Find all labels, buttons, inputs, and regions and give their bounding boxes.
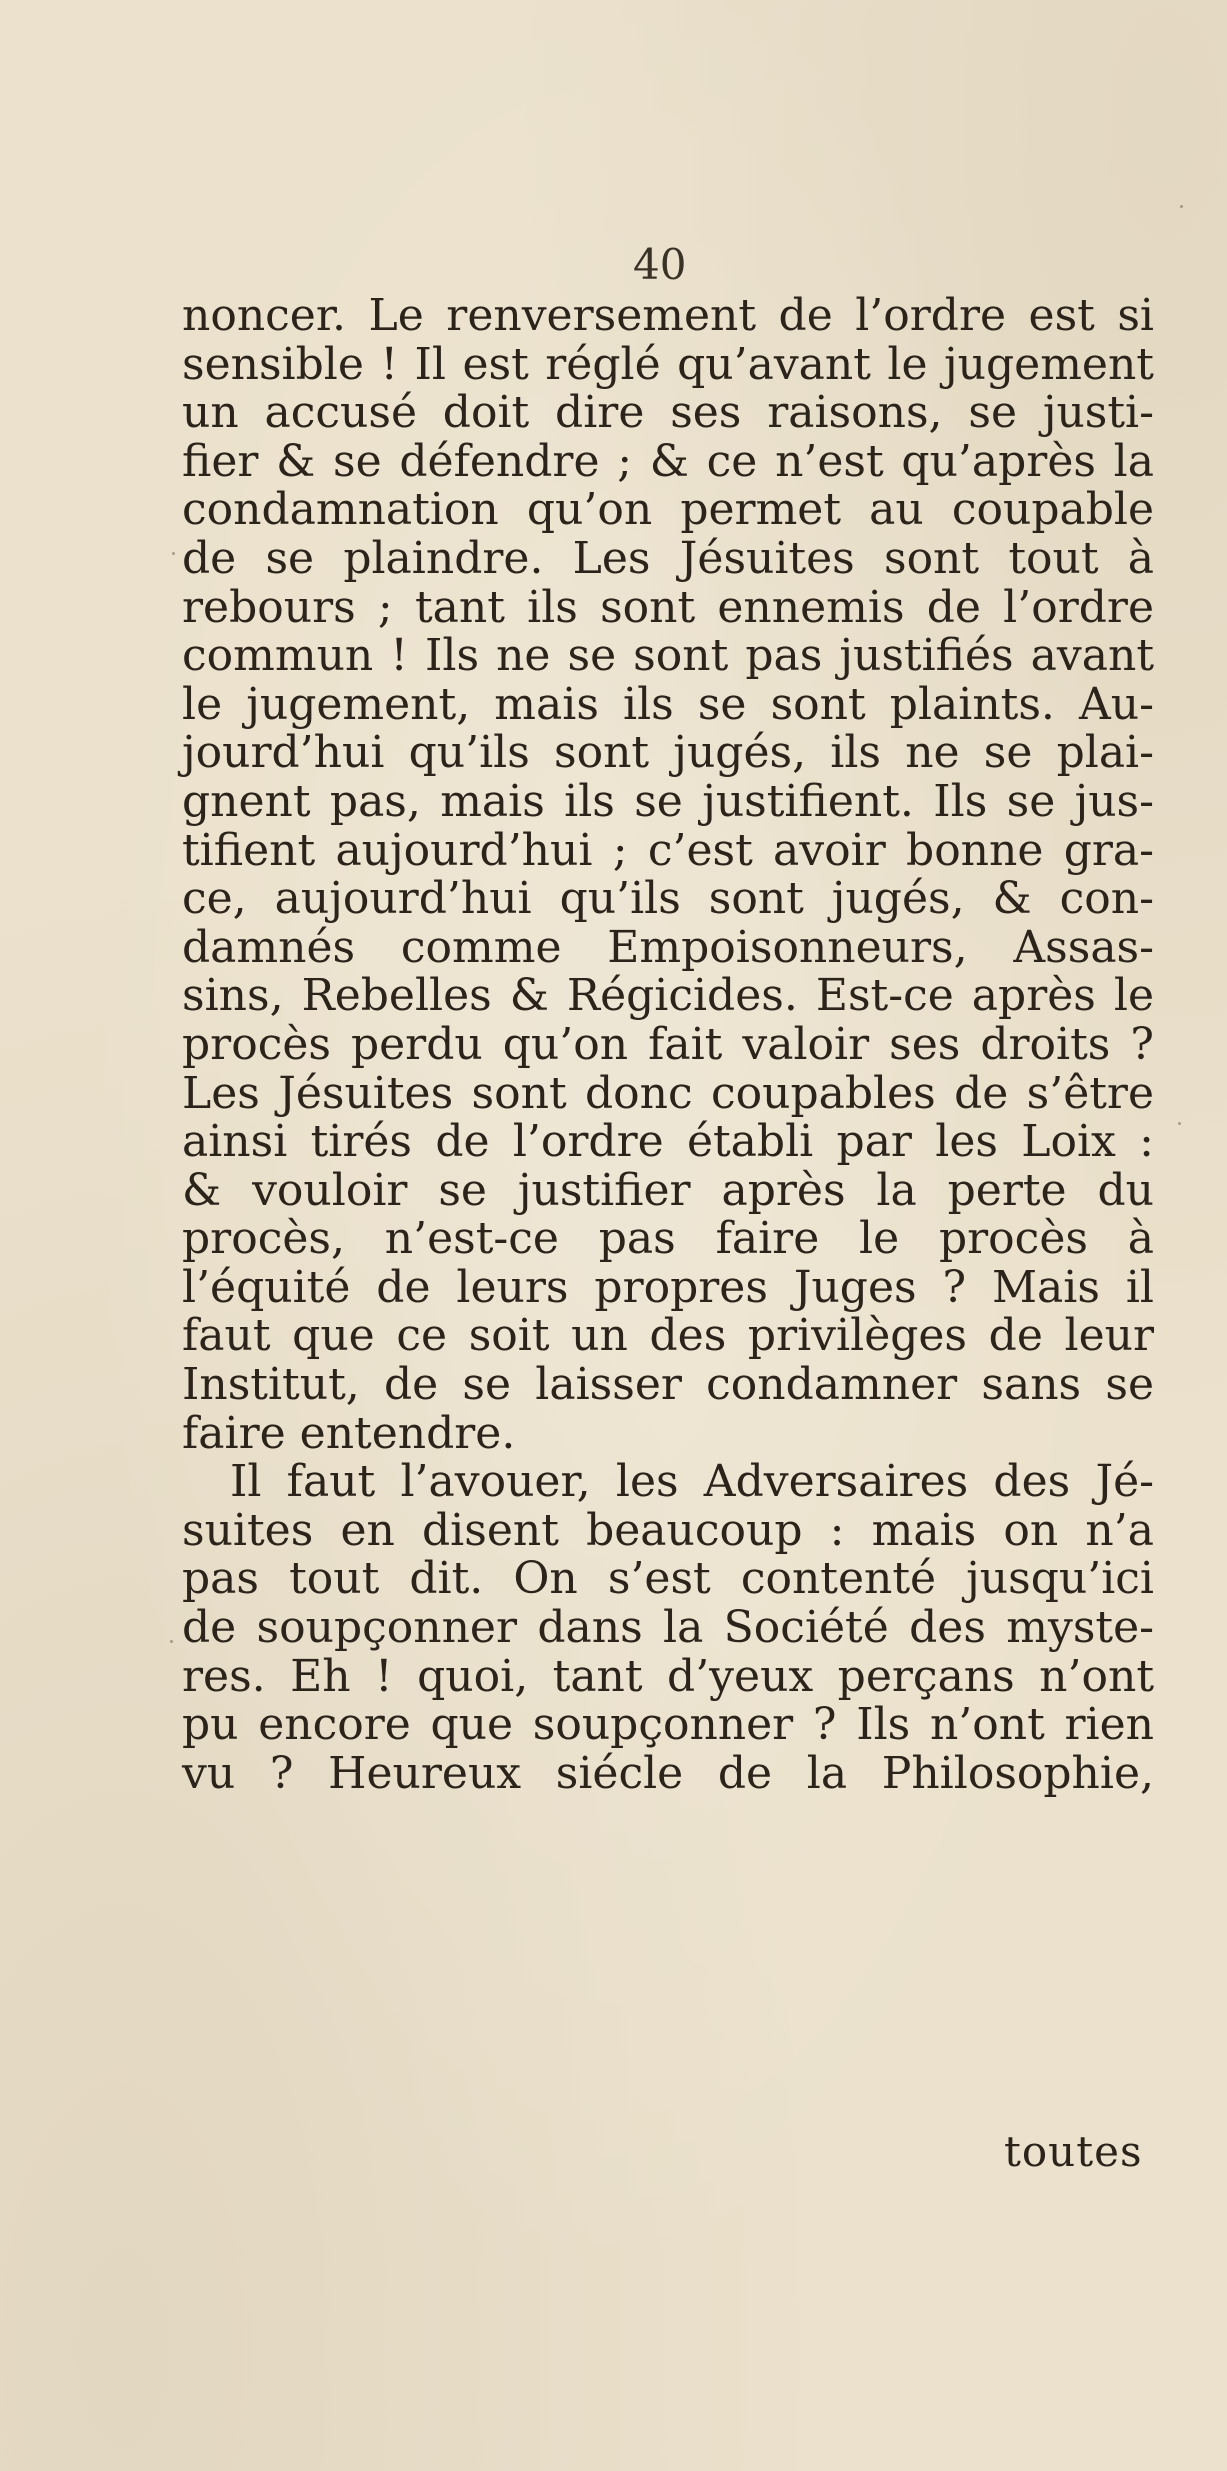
text-line: ce, aujourd’hui qu’ils sont jugés, & con- [182,873,1154,925]
text-line: sins, Rebelles & Régicides. Est-ce après le [182,970,1154,1022]
text-line: res. Eh ! quoi, tant d’yeux perçans n’ont [182,1650,1154,1702]
text-line: & vouloir se justifier après la perte du [182,1164,1154,1216]
paper-speck [1178,1122,1181,1125]
text-line: ainsi tirés de l’ordre établi par les Loix : [182,1116,1154,1168]
catchword: toutes [1004,2127,1143,2176]
text-line: de soupçonner dans la Société des myste- [182,1602,1154,1654]
text-line: jourd’hui qu’ils sont jugés, ils ne se plai- [182,727,1154,779]
text-line: le jugement, mais ils se sont plaints. Au- [182,678,1154,730]
text-line: pu encore que soupçonner ? Ils n’ont rien [182,1699,1154,1751]
text-line: damnés comme Empoisonneurs, Assas- [182,921,1154,973]
text-line: vu ? Heureux siécle de la Philosophie, [182,1747,1154,1799]
text-line: tifient aujourd’hui ; c’est avoir bonne gra- [182,824,1154,876]
text-line: faire entendre. [182,1407,516,1459]
text-line: pas tout dit. On s’est contenté jusqu’ici [182,1553,1154,1605]
text-line: fier & se défendre ; & ce n’est qu’après la [182,435,1154,487]
text-line: sensible ! Il est réglé qu’avant le jugement [182,338,1154,390]
text-line: gnent pas, mais ils se justifient. Ils se jus- [182,775,1154,827]
text-line: de se plaindre. Les Jésuites sont tout à [182,532,1154,584]
text-line: procès perdu qu’on fait valoir ses droits ? [182,1018,1154,1070]
text-line: procès, n’est-ce pas faire le procès à [182,1213,1154,1265]
page-number: 40 [633,240,687,289]
paper-speck [1180,205,1183,208]
paper-speck [172,552,175,555]
body-text [182,292,1154,1798]
text-line: Institut, de se laisser condamner sans se [182,1359,1154,1411]
text-line: un accusé doit dire ses raisons, se justi- [182,387,1154,439]
text-line: condamnation qu’on permet au coupable [182,484,1154,536]
text-line: commun ! Ils ne se sont pas justifiés avant [182,630,1154,682]
text-line: l’équité de leurs propres Juges ? Mais il [182,1261,1154,1313]
text-line: suites en disent beaucoup : mais on n’a [182,1504,1154,1556]
text-line: noncer. Le renversement de l’ordre est si [182,290,1154,341]
text-line: faut que ce soit un des privilèges de leur [182,1310,1154,1362]
text-line: Il faut l’avouer, les Adversaires des Jé- [230,1456,1154,1508]
paper-speck [170,1640,173,1643]
text-line: rebours ; tant ils sont ennemis de l’ordre [182,581,1154,633]
text-line: Les Jésuites sont donc coupables de s’être [182,1067,1154,1119]
